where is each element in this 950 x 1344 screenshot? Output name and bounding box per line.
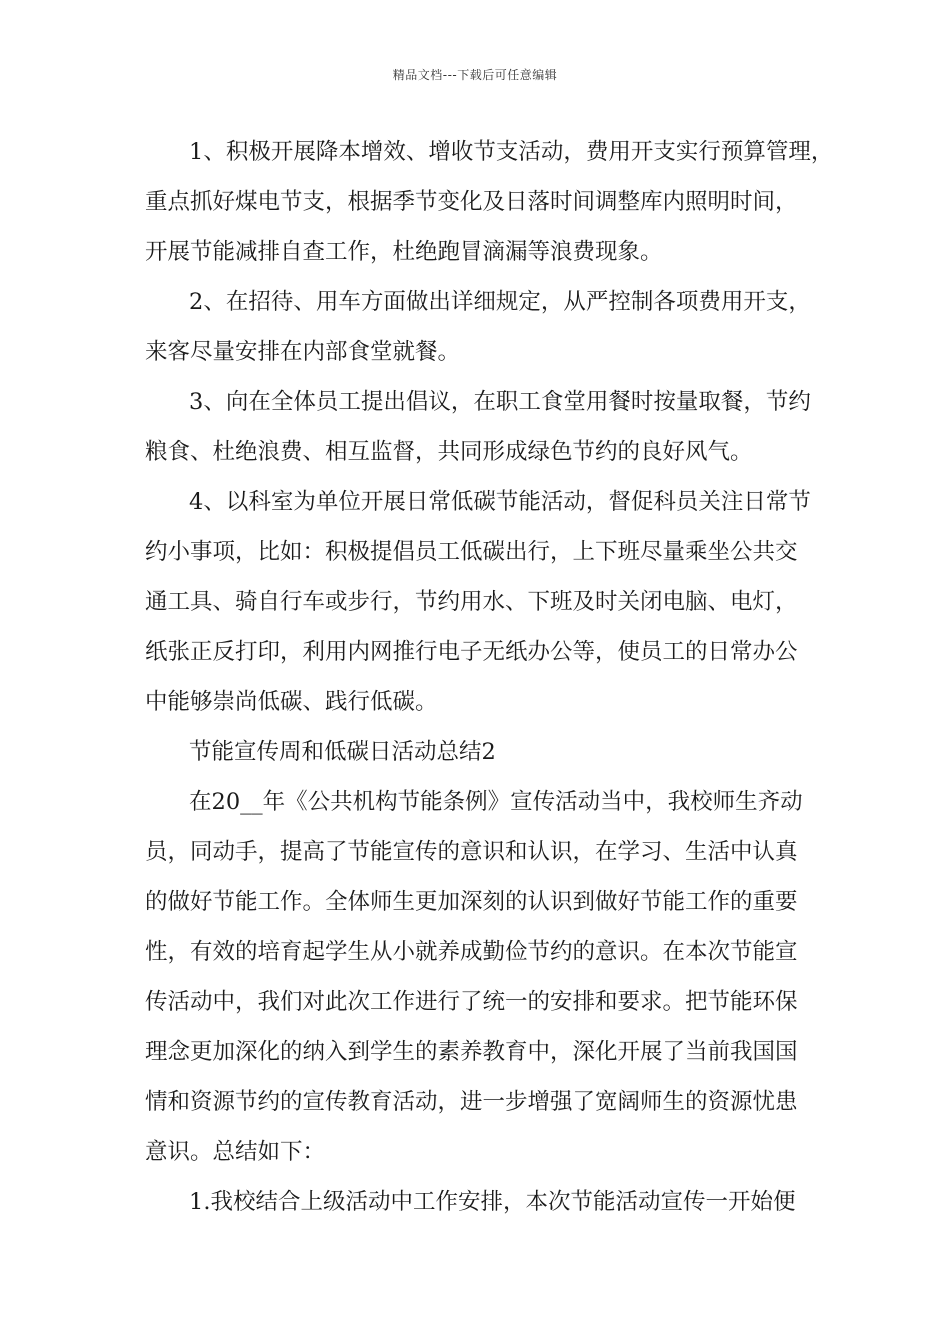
- page-header: 精品文档---下载后可任意编辑: [392, 68, 558, 82]
- paragraph-line: 性，有效的培育起学生从小就养成勤俭节约的意识。在本次节能宣: [145, 939, 798, 965]
- paragraph-line: 4、以科室为单位开展日常低碳节能活动，督促科员关注日常节: [189, 489, 811, 515]
- paragraph-line: 通工具、骑自行车或步行，节约用水、下班及时关闭电脑、电灯，: [145, 589, 798, 615]
- paragraph-line: 在20__年《公共机构节能条例》宣传活动当中，我校师生齐动: [189, 789, 803, 815]
- paragraph-line: 开展节能减排自查工作，杜绝跑冒滴漏等浪费现象。: [145, 239, 663, 265]
- paragraph-line: 意识。总结如下：: [145, 1139, 326, 1165]
- paragraph-line: 传活动中，我们对此次工作进行了统一的安排和要求。把节能环保: [145, 989, 798, 1015]
- paragraph-line: 3、向在全体员工提出倡议，在职工食堂用餐时按量取餐，节约: [189, 389, 811, 415]
- paragraph-line: 粮食、杜绝浪费、相互监督，共同形成绿色节约的良好风气。: [145, 439, 753, 465]
- paragraph-line: 员，同动手，提高了节能宣传的意识和认识，在学习、生活中认真: [145, 839, 798, 865]
- paragraph-line: 2、在招待、用车方面做出详细规定，从严控制各项费用开支，: [189, 289, 811, 315]
- paragraph-line: 约小事项，比如：积极提倡员工低碳出行，上下班尽量乘坐公共交: [145, 539, 798, 565]
- paragraph-line: 中能够崇尚低碳、践行低碳。: [145, 689, 438, 715]
- section-heading: 节能宣传周和低碳日活动总结2: [189, 739, 496, 765]
- paragraph-line: 理念更加深化的纳入到学生的素养教育中，深化开展了当前我国国: [145, 1039, 798, 1065]
- paragraph-line: 纸张正反打印，利用内网推行电子无纸办公等，使员工的日常办公: [145, 639, 798, 665]
- paragraph-line: 1、积极开展降本增效、增收节支活动，费用开支实行预算管理，: [189, 139, 834, 165]
- paragraph-line: 重点抓好煤电节支，根据季节变化及日落时间调整库内照明时间，: [145, 189, 798, 215]
- paragraph-line: 来客尽量安排在内部食堂就餐。: [145, 339, 461, 365]
- paragraph-line: 1.我校结合上级活动中工作安排，本次节能活动宣传一开始便: [189, 1189, 796, 1215]
- paragraph-line: 的做好节能工作。全体师生更加深刻的认识到做好节能工作的重要: [145, 889, 798, 915]
- paragraph-line: 情和资源节约的宣传教育活动，进一步增强了宽阔师生的资源忧患: [145, 1089, 798, 1115]
